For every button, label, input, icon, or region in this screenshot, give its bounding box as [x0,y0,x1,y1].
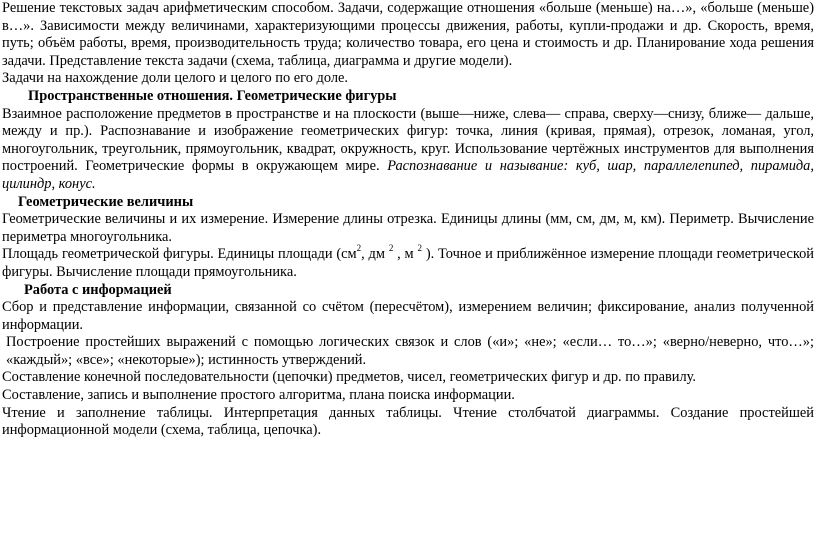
area-text-b: , дм [361,246,385,263]
spatial-relations-italic: Распознавание и называние: куб, шар, параллелепипед, пирамида, цилиндр, конус. [2,158,814,192]
heading-geometric-quantities: Геометрические величины [18,193,194,210]
area-text-d: ). Точное и приближённое измерение площади геометрической фигуры. Вычисление площади прямоугольника. [2,246,814,280]
paragraph-area [2,242,814,281]
area-sup-dm: 2 [388,242,394,253]
area-sup-m: 2 [417,242,422,253]
paragraph-logical-connectives: Построение простейших выражений с помощью логических связок и слов («и»; «не»; «если… то…»; «верно/неверно, что…»; «каждый»; «все»; «некоторые»); истинность утверждений. [6,334,814,368]
paragraph-spatial-relations [2,106,814,194]
spatial-relations-text: Взаимное расположение предметов в пространстве и на плоскости (выше—ниже, слева— справа, сверху—снизу, ближе— дальше, между и пр.). Распознавание и изображение геометрических фигур: точка, линия (кривая, прямая), отрезок, ломаная, угол, многоугольник, треугольник, прямоугольник, квадрат, окружность, круг. Использование чертёжных инструментов для выполнения построений. Геометрические формы в окружающем мире. [2,105,814,175]
area-sup-cm: 2 [356,242,362,253]
heading-working-with-information: Работа с информацией [24,281,172,298]
area-text-c: , м [397,246,414,263]
paragraph-algorithm: Составление, запись и выполнение простого алгоритма, плана поиска информации. [2,387,515,404]
paragraph-info-collection: Сбор и представление информации, связанной со счётом (пересчётом), измерением величин; фиксирование, анализ полученной информации. [2,299,814,333]
paragraph-fraction-problems: Задачи на нахождение доли целого и целого по его доле. [2,70,348,87]
paragraph-sequence: Составление конечной последовательности (цепочки) предметов, чисел, геометрических фигур и др. по правилу. [2,369,697,386]
paragraph-perimeter: Геометрические величины и их измерение. Измерение длины отрезка. Единицы длины (мм, см, дм, м, км). Периметр. Вычисление периметра многоугольника. [2,211,814,245]
document-body [2,0,814,440]
area-text-a: Площадь геометрической фигуры. Единицы площади (см [2,246,357,263]
paragraph-word-problems: Решение текстовых задач арифметическим способом. Задачи, содержащие отношения «больше (меньше) на…», «больше (меньше) в…». Зависимости между величинами, характеризующими процессы движения, работы, купли-продажи и др. Скорость, время, путь; объём работы, время, производительность труда; количество товара, его цена и стоимость и др. Планирование хода решения задачи. Представление текста задачи (схема, таблица, диаграмма и другие модели). [2,0,814,69]
heading-spatial-relations: Пространственные отношения. Геометрические фигуры [28,87,397,104]
paragraph-tables: Чтение и заполнение таблицы. Интерпретация данных таблицы. Чтение столбчатой диаграммы. Создание простейшей информационной модели (схема, таблица, цепочка). [2,404,814,439]
